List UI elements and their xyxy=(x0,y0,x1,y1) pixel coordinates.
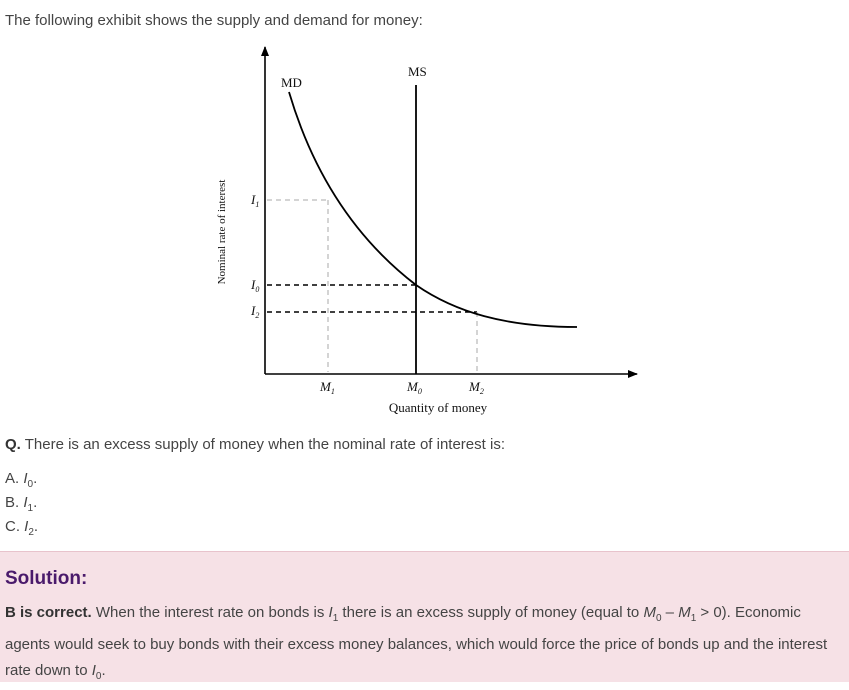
solution-symbol-2-sub: 0 xyxy=(95,671,102,682)
option-subscript: 2 xyxy=(28,527,34,538)
money-market-chart xyxy=(0,38,849,428)
question xyxy=(5,436,505,453)
solution-m0: M xyxy=(643,604,656,621)
solution-m1: M xyxy=(678,604,691,621)
option-letter: B. xyxy=(5,494,20,511)
y-tick-i2: $I_2$ xyxy=(251,303,260,320)
x-tick-m2: $M_2$ xyxy=(469,379,484,396)
solution-m0-sub: 0 xyxy=(655,613,662,624)
option-symbol: I xyxy=(23,494,28,511)
option-letter: C. xyxy=(5,518,20,535)
md-curve xyxy=(289,92,577,327)
option-end: . xyxy=(33,518,39,535)
question-prefix: Q. xyxy=(5,436,21,453)
intro-text: The following exhibit shows the supply and demand for money: xyxy=(5,12,423,29)
x-tick-m0: $M_0$ xyxy=(407,379,422,396)
option-symbol: I xyxy=(24,518,29,535)
x-axis-title: Quantity of money xyxy=(388,400,488,415)
solution-text-4: . xyxy=(101,662,106,679)
y-tick-i0: $I_0$ xyxy=(251,277,260,294)
ms-label: MS xyxy=(408,64,427,79)
y-axis-title: Nominal rate of interest xyxy=(216,179,228,285)
solution-m1-sub: 1 xyxy=(690,613,697,624)
option-c[interactable] xyxy=(5,515,38,539)
option-a[interactable] xyxy=(5,467,38,491)
option-subscript: 0 xyxy=(27,479,34,490)
solution-symbol-1: I xyxy=(328,604,333,621)
solution-text-2: there is an excess supply of money (equal to xyxy=(338,604,644,621)
option-letter: A. xyxy=(5,470,20,487)
answer-options xyxy=(5,467,38,539)
solution-body xyxy=(5,600,840,690)
option-end: . xyxy=(33,494,38,511)
option-end: . xyxy=(33,470,38,487)
solution-dash: – xyxy=(661,604,679,621)
md-label: MD xyxy=(281,75,302,90)
option-subscript: 1 xyxy=(27,503,34,514)
solution-text-1: When the interest rate on bonds is xyxy=(91,604,329,621)
y-tick-i1: $I_1$ xyxy=(251,192,260,209)
solution-lead: B is correct. xyxy=(5,604,92,621)
x-tick-m1: $M_1$ xyxy=(320,379,335,396)
guides xyxy=(267,200,477,372)
solution-text-3: > 0). Economic agents would seek to buy bonds with their excess money balances, which would force the price of bonds up and the interest rate down to xyxy=(5,604,828,679)
solution-heading: Solution: xyxy=(5,568,88,589)
solution-symbol-1-sub: 1 xyxy=(332,613,339,624)
question-text: There is an excess supply of money when the nominal rate of interest is: xyxy=(20,436,505,453)
solution-panel xyxy=(0,551,849,682)
solution-symbol-2: I xyxy=(91,662,96,679)
option-symbol: I xyxy=(23,470,28,487)
option-b[interactable] xyxy=(5,491,38,515)
